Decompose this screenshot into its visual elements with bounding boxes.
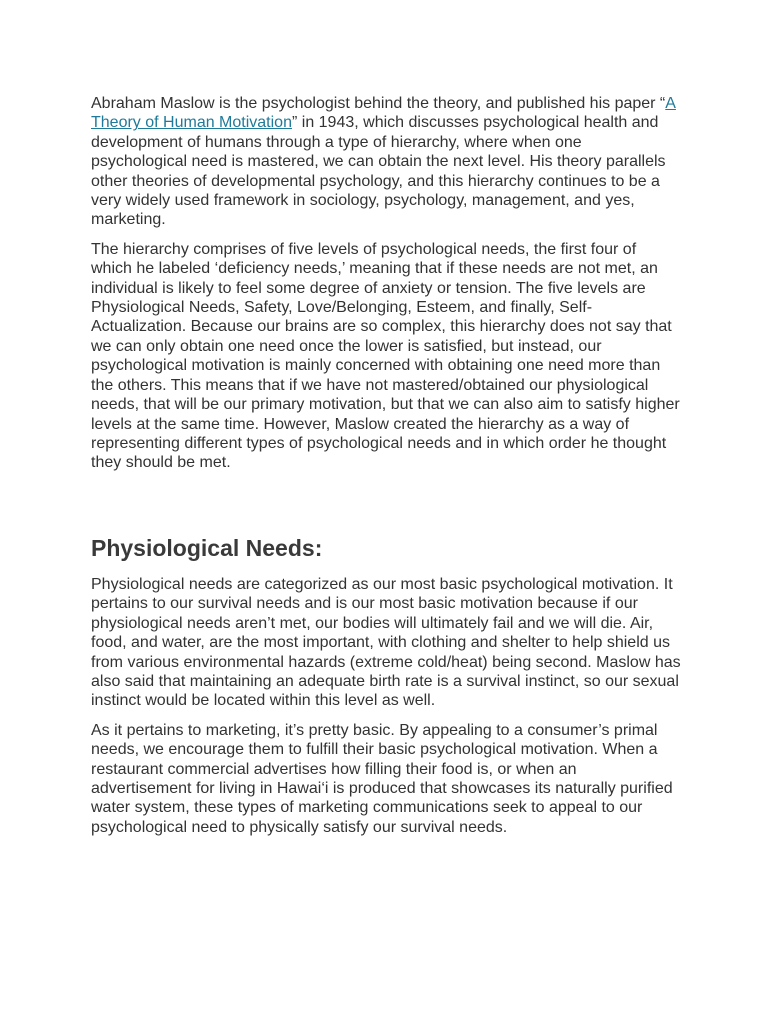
theory-of-human-motivation-link[interactable]: A Theory of Human Motivation <box>91 95 676 132</box>
intro-text-after-link: ” in 1943, which discusses psychological health and development of humans through a type of hierarchy, where when one psychological need is mastered, we can obtain the next level. His theory parallels other theories of developmental psychology, and this hierarchy continues to be a very widely used framework in sociology, psychology, management, and yes, marketing. <box>91 114 666 229</box>
intro-paragraph-1 <box>91 94 681 230</box>
physiological-needs-section <box>91 575 681 837</box>
intro-paragraph-2: The hierarchy comprises of five levels of psychological needs, the first four of which he labeled ‘deficiency needs,’ meaning that if these needs are not met, an individual is likely to feel some degree of anxiety or tension. The five levels are Physiological Needs, Safety, Love/Belonging, Esteem, and finally, Self-Actualization. Because our brains are so complex, this hierarchy does not say that we can only obtain one need once the lower is satisfied, but instead, our psychological motivation is mainly concerned with obtaining one need more than the others. This means that if we have not mastered/obtained our physiological needs, that will be our primary motivation, but that we can also aim to satisfy higher levels at the same time. However, Maslow created the hierarchy as a way of representing different types of psychological needs and in which order he thought they should be met. <box>91 240 680 472</box>
section-heading: Physiological Needs: <box>91 535 323 561</box>
section-paragraph-2: As it pertains to marketing, it’s pretty basic. By appealing to a consumer’s primal needs, we encourage them to fulfill their basic psychological motivation. When a restaurant commercial advertises how filling their food is, or when an advertisement for living in Hawai‘i is produced that showcases its naturally purified water system, these types of marketing communications seek to appeal to our psychological need to physically satisfy our survival needs. <box>91 721 673 836</box>
document-body <box>91 94 681 836</box>
section-paragraph-1: Physiological needs are categorized as our most basic psychological motivation. It pertains to our survival needs and is our most basic motivation because if our physiological needs aren’t met, our bodies will ultimately fail and we will die. Air, food, and water, are the most important, with clothing and shelter to help shield us from various environmental hazards (extreme cold/heat) being second. Maslow has also said that maintaining an adequate birth rate is a survival instinct, so our sexual instinct would be located within this level as well. <box>91 576 681 710</box>
intro-text-before-link: Abraham Maslow is the psychologist behind the theory, and published his paper “ <box>91 95 666 112</box>
